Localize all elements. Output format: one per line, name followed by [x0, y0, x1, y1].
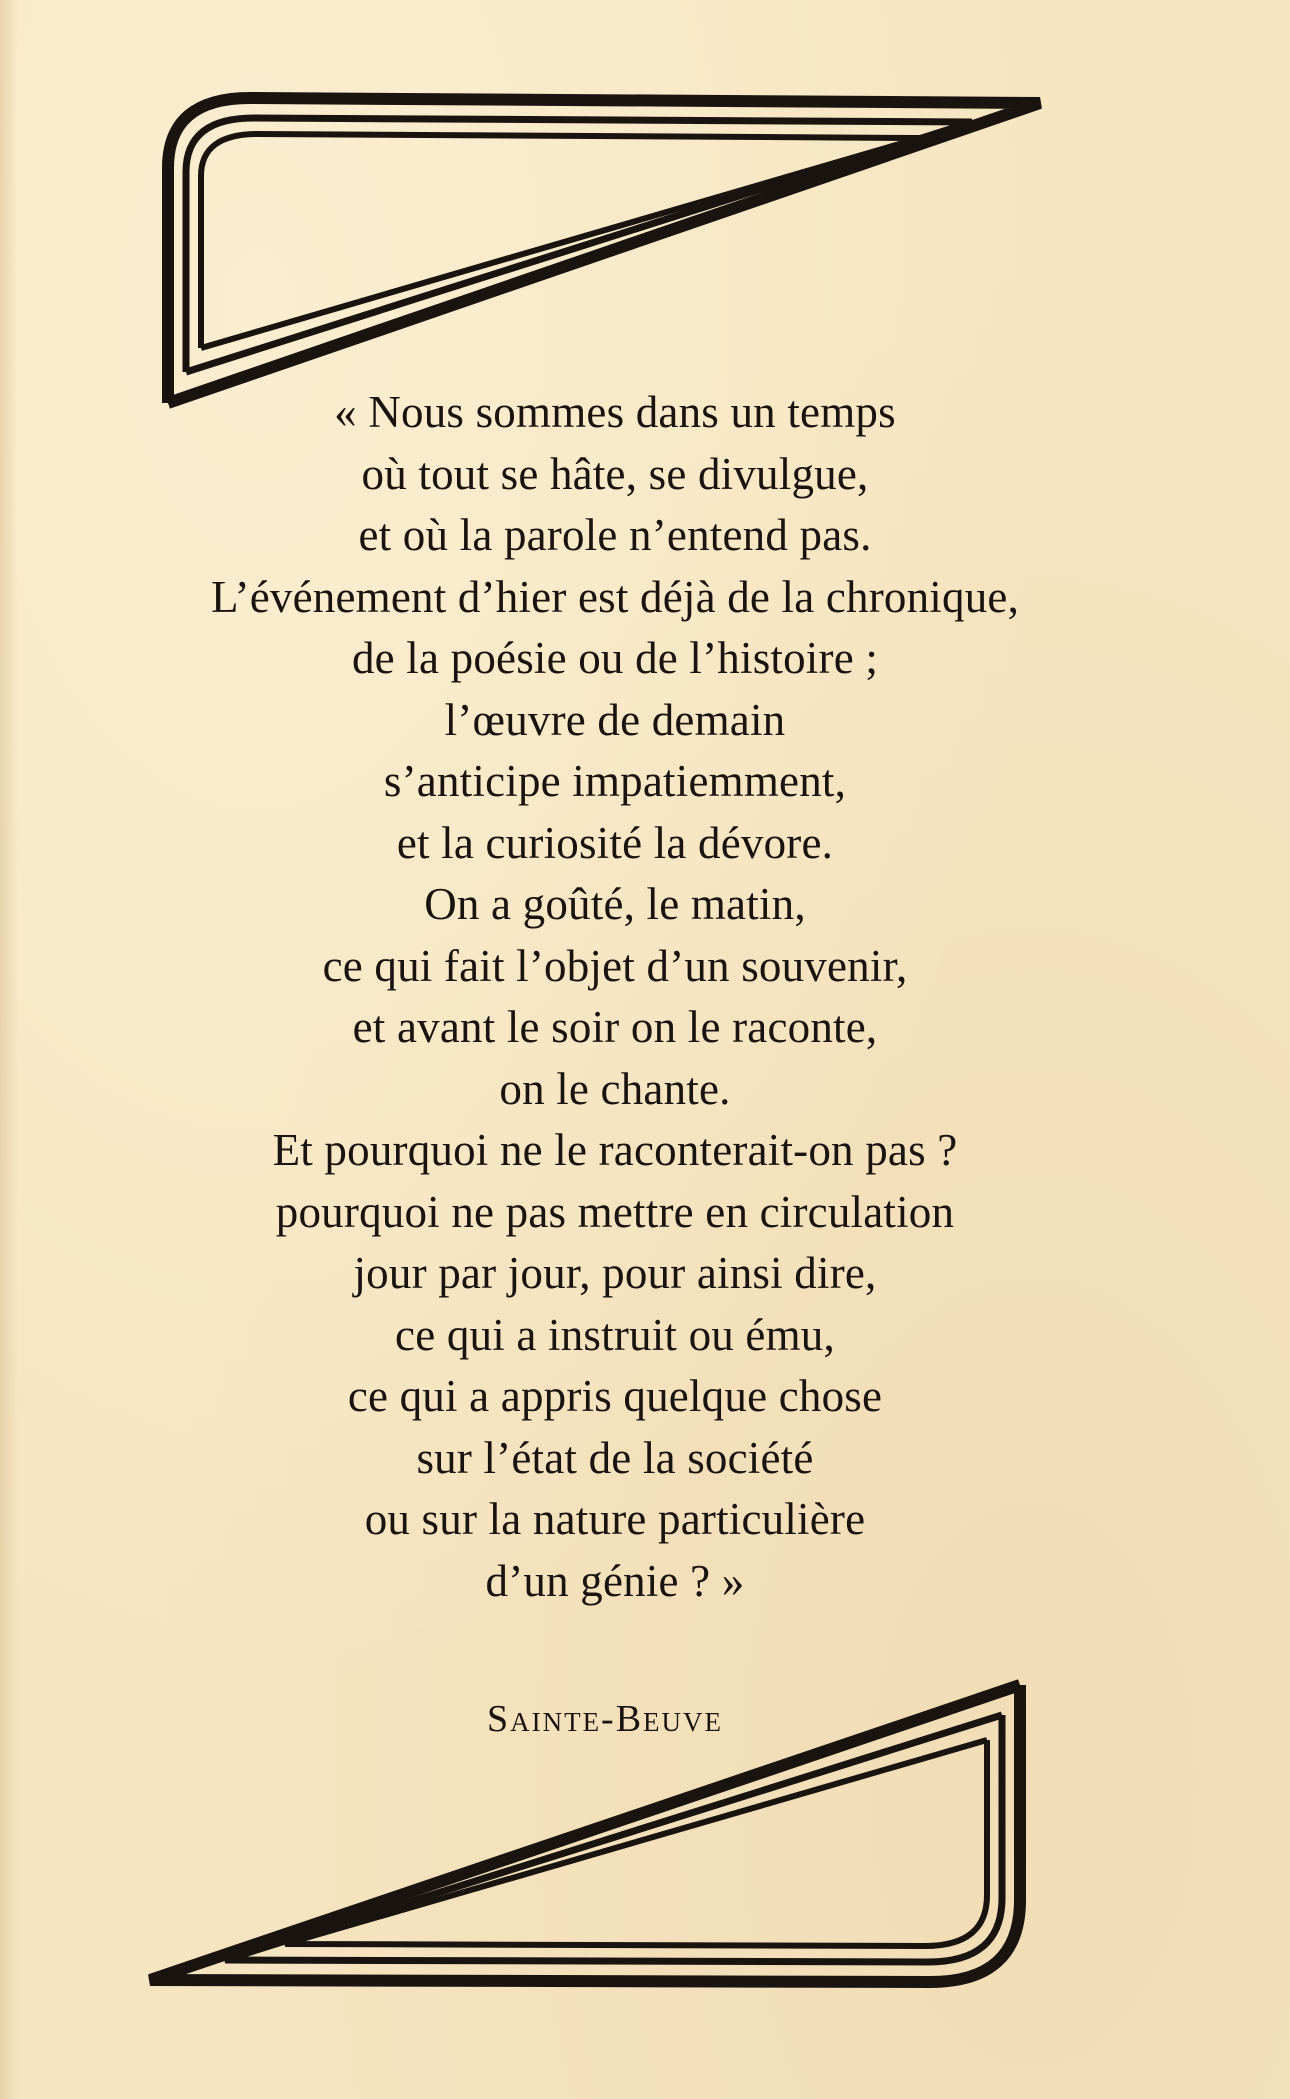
quote-line: ou sur la nature particulière	[364, 1494, 866, 1544]
quote-line: pourquoi ne pas mettre en circulation	[275, 1186, 955, 1237]
quote-line: jour par jour, pour ainsi dire,	[353, 1248, 877, 1298]
quote-line: et la curiosité la dévore.	[396, 817, 834, 868]
quote-line: et avant le soir on le raconte,	[352, 1002, 878, 1052]
author-attribution: Sainte-Beuve	[486, 1698, 724, 1740]
quote-line: de la poésie ou de l’histoire ;	[351, 633, 879, 683]
quote-line: Et pourquoi ne le raconterait-on pas ?	[272, 1125, 958, 1175]
quote-line: on le chante.	[499, 1063, 731, 1114]
quote-line: ce qui a instruit ou ému,	[395, 1309, 835, 1360]
quote-line: l’œuvre de demain	[444, 694, 786, 745]
quote-line: et où la parole n’entend pas.	[358, 510, 872, 560]
quote-line: où tout se hâte, se divulgue,	[361, 448, 869, 499]
quote-line: ce qui fait l’objet d’un souvenir,	[322, 940, 908, 991]
quote-line: « Nous sommes dans un temps	[334, 387, 896, 437]
quote-line: On a goûté, le matin,	[424, 879, 806, 929]
quote-line: ce qui a appris quelque chose	[347, 1371, 883, 1421]
quote-line: L’événement d’hier est déjà de la chronique,	[210, 571, 1020, 622]
quote-line: d’un génie ? »	[485, 1555, 745, 1606]
quote-line: sur l’état de la société	[416, 1432, 814, 1483]
quote-line: s’anticipe impatiemment,	[383, 756, 847, 806]
